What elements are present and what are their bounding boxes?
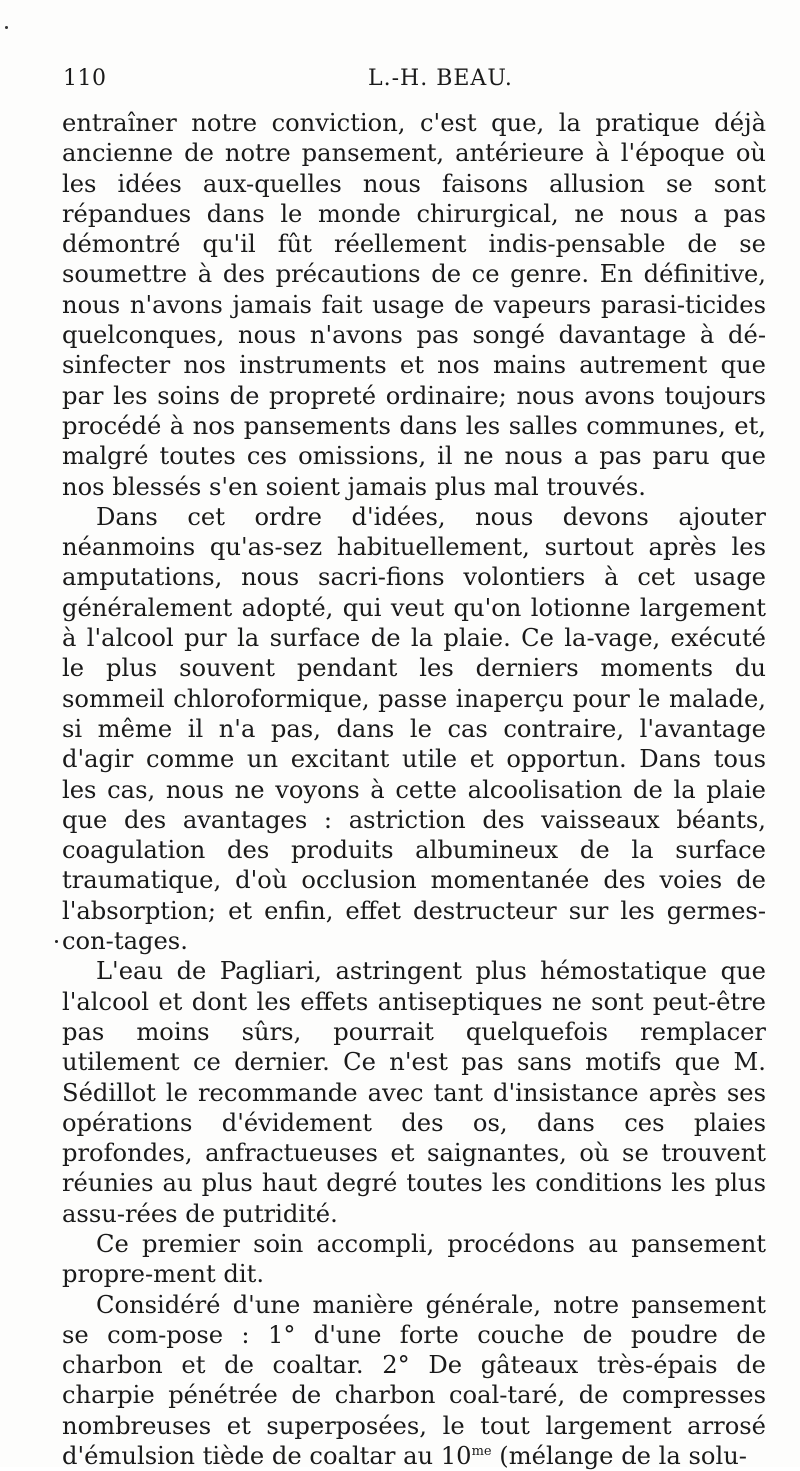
page-number: 110 xyxy=(63,66,107,91)
paragraph: L'eau de Pagliari, astringent plus hémostatique que l'alcool et dont les effets antiseptiques ne sont peut-être pas moins sûrs, pourrait quelquefois remplacer utilement ce dernier. Ce n'est pas sans motifs que M. Sédillot le recommande avec tant d'insistance après ses opérations d'évidement des os, dans ces plaies profondes, anfractueuses et saignantes, où se trouvent réunies au plus haut degré toutes les conditions les plus assu-rées de putridité. xyxy=(62,957,766,1228)
ink-speck xyxy=(5,26,8,29)
paragraph-text: Considéré d'une manière générale, notre pansement se com-pose : 1° d'une forte couche de poudre de charbon et de coaltar. 2° De gâteaux très-épais de charpie pénétrée de charbon coal-taré, de compresses nombreuses et superposées, le tout largement arrosé d'émulsion tiède de coaltar au xyxy=(62,1290,766,1471)
running-head xyxy=(63,66,763,96)
running-head-author: L.-H. BEAU. xyxy=(368,66,513,91)
paragraph-continued: entraîner notre conviction, c'est que, la pratique déjà ancienne de notre pansement, antérieure à l'époque où les idées aux-quelles nous faisons allusion se sont répandues dans le monde chirurgical, ne nous a pas démontré qu'il fût réellement indis-pensable de se soumettre à des précautions de ce genre. En définitive, nous n'avons jamais fait usage de vapeurs parasi-ticides quelconques, nous n'avons pas songé davantage à dé-sinfecter nos instruments et nos mains autrement que par les soins de propreté ordinaire; nous avons toujours procédé à nos pansements dans les salles communes, et, malgré toutes ces omissions, il ne nous a pas paru que nos blessés s'en soient jamais plus mal trouvés. xyxy=(62,109,766,501)
paragraph: Ce premier soin accompli, procédons au pansement propre-ment dit. xyxy=(62,1229,766,1289)
ink-speck xyxy=(55,940,58,943)
paragraph-tail: (mélange de la solu- xyxy=(491,1442,747,1471)
ordinal-superscript: me xyxy=(471,1444,492,1459)
paragraph: Dans cet ordre d'idées, nous devons ajouter néanmoins qu'as-sez habituellement, surtout après les amputations, nous sacri-fions volontiers à cet usage généralement adopté, qui veut qu'on lotionne largement à l'alcool pur la surface de la plaie. Ce la-vage, exécuté le plus souvent pendant les derniers moments du sommeil chloroformique, passe inaperçu pour le malade, si même il n'a pas, dans le cas contraire, l'avantage d'agir comme un excitant utile et opportun. Dans tous les cas, nous ne voyons à cette alcoolisation de la plaie que des avantages : astriction des vaisseaux béants, coagulation des produits albumineux de la surface traumatique, d'où occlusion momentanée des voies de l'absorption; et enfin, effet destructeur sur les germes-con-tages. xyxy=(62,502,766,956)
paragraph-last xyxy=(62,1290,766,1471)
body-text xyxy=(62,108,766,1471)
ordinal-number: 10 xyxy=(440,1442,472,1471)
